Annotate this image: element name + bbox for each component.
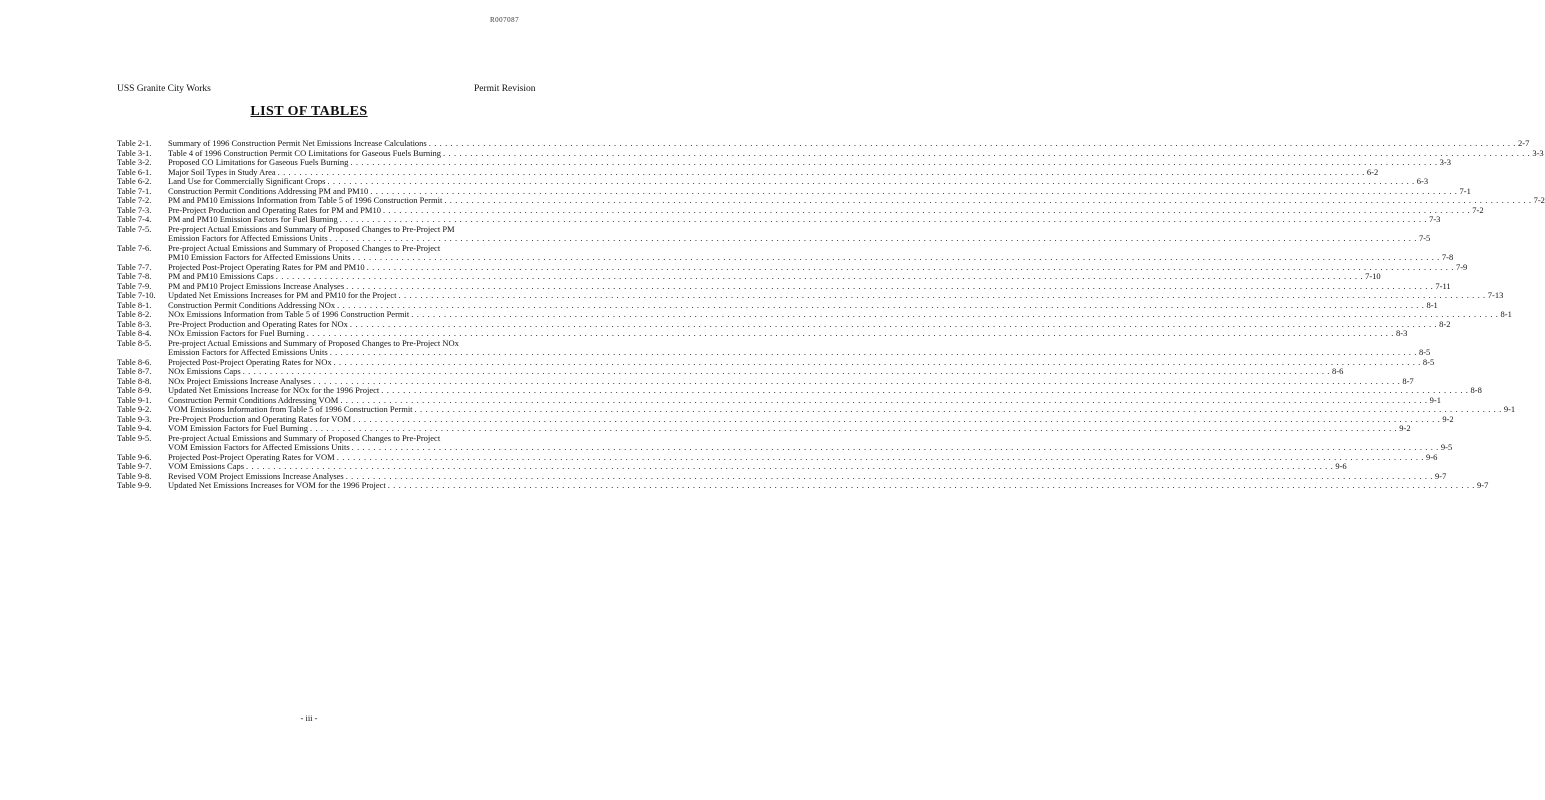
dot-leader: . . . . . . . . . . . . . . . . . . . . . . . . . . . . . . . . . . . . . . . . . . . . . . . . . . . . . . . . . . . . . . . . . . . . . . . . . . . . . . . . . . . . . . . . . . . . . . . . . . . . . . . . . . . . . . . . . . . . . . . . . . . . . . . . . . . . . . . . . . . . . . . . . . . . . . . . . . . . . . . . . . . . . . . . . . . . . . . . . . . . . . . . . . . . . . . . . . . . . . . .: [337, 299, 1425, 310]
page-ref: 8-2: [1439, 318, 1451, 329]
table-number: Table 9-2.: [117, 404, 152, 414]
table-number: Table 8-5.: [117, 337, 152, 348]
table-number: Table 9-9.: [117, 480, 152, 490]
table-title: PM10 Emission Factors for Affected Emissions Units: [168, 252, 351, 262]
dot-leader: . . . . . . . . . . . . . . . . . . . . . . . . . . . . . . . . . . . . . . . . . . . . . . . . . . . . . . . . . . . . . . . . . . . . . . . . . . . . . . . . . . . . . . . . . . . . . . . . . . . . . . . . . . . . . . . . . . . . . . . . . . . . . . . . . . . . . . . . . . . . . . . . . . . . . . . . . . . . . . . . . . . . . . . . . . . . . . . . . . . . . . . . . . . . . . . . . . . . . . . .: [333, 356, 1421, 367]
table-title: NOx Emissions Information from Table 5 of 1996 Construction Permit: [168, 309, 410, 319]
page-title: LIST OF TABLES: [250, 104, 368, 119]
table-title: Projected Post-Project Operating Rates for VOM: [168, 451, 335, 462]
toc-entry[interactable]: [117, 480, 1489, 491]
page-ref: 9-2: [1442, 413, 1454, 424]
dot-leader: . . . . . . . . . . . . . . . . . . . . . . . . . . . . . . . . . . . . . . . . . . . . . . . . . . . . . . . . . . . . . . . . . . . . . . . . . . . . . . . . . . . . . . . . . . . . . . . . . . . . . . . . . . . . . . . . . . . . . . . . . . . . . . . . . . . . . . . . . . . . . . . . . . . . . . . . . . . . . . . . . . . . . . . . . . . . . . . . . . . . . . . . . . . . . . . . . . . . . . . .: [275, 271, 1364, 281]
table-number: Table 9-3.: [117, 413, 152, 424]
table-number: Table 8-2.: [117, 309, 152, 319]
table-title: Updated Net Emissions Increase for NOx for the 1996 Project: [168, 385, 380, 395]
table-number: Table 9-8.: [117, 470, 152, 481]
page-ref: 2-7: [1518, 138, 1530, 148]
dot-leader: . . . . . . . . . . . . . . . . . . . . . . . . . . . . . . . . . . . . . . . . . . . . . . . . . . . . . . . . . . . . . . . . . . . . . . . . . . . . . . . . . . . . . . . . . . . . . . . . . . . . . . . . . . . . . . . . . . . . . . . . . . . . . . . . . . . . . . . . . . . . . . . . . . . . . . . . . . . . . . . . . . . . . . . . . . . . . . . . . . . . . . . . . . . . . . . . . . . . . . . .: [346, 280, 1434, 291]
document-id: R007087: [490, 16, 520, 24]
page-ref: 7-3: [1429, 214, 1441, 224]
table-title: Pre-project Actual Emissions and Summary of Proposed Changes to Pre-Project PM: [168, 223, 455, 234]
page-ref: 8-5: [1418, 347, 1431, 357]
table-number: Table 7-5.: [117, 223, 152, 234]
dot-leader: . . . . . . . . . . . . . . . . . . . . . . . . . . . . . . . . . . . . . . . . . . . . . . . . . . . . . . . . . . . . . . . . . . . . . . . . . . . . . . . . . . . . . . . . . . . . . . . . . . . . . . . . . . . . . . . . . . . . . . . . . . . . . . . . . . . . . . . . . . . . . . . . . . . . . . . . . . . . . . . . . . . . . . . . . . . . . . . . . . . . . . . . . . . . . . . . . . . . . . . .: [444, 195, 1532, 205]
dot-leader: . . . . . . . . . . . . . . . . . . . . . . . . . . . . . . . . . . . . . . . . . . . . . . . . . . . . . . . . . . . . . . . . . . . . . . . . . . . . . . . . . . . . . . . . . . . . . . . . . . . . . . . . . . . . . . . . . . . . . . . . . . . . . . . . . . . . . . . . . . . . . . . . . . . . . . . . . . . . . . . . . . . . . . . . . . . . . . . . . . . . . . . . . . . . . . . . . . . . . . . .: [336, 451, 1425, 462]
page-ref: 3-3: [1532, 147, 1544, 158]
toc-entry[interactable]: [117, 337, 1431, 358]
page-ref: 7-10: [1365, 271, 1381, 281]
table-title: Construction Permit Conditions Addressing VOM: [168, 394, 339, 405]
page-ref: 8-7: [1402, 375, 1414, 386]
header-facility: USS Granite City Works: [117, 84, 211, 94]
dot-leader: . . . . . . . . . . . . . . . . . . . . . . . . . . . . . . . . . . . . . . . . . . . . . . . . . . . . . . . . . . . . . . . . . . . . . . . . . . . . . . . . . . . . . . . . . . . . . . . . . . . . . . . . . . . . . . . . . . . . . . . . . . . . . . . . . . . . . . . . . . . . . . . . . . . . . . . . . . . . . . . . . . . . . . . . . . . . . . . . . . . . . . . . . . . . . . . . . . . . . . . .: [340, 394, 1428, 405]
dot-leader: . . . . . . . . . . . . . . . . . . . . . . . . . . . . . . . . . . . . . . . . . . . . . . . . . . . . . . . . . . . . . . . . . . . . . . . . . . . . . . . . . . . . . . . . . . . . . . . . . . . . . . . . . . . . . . . . . . . . . . . . . . . . . . . . . . . . . . . . . . . . . . . . . . . . . . . . . . . . . . . . . . . . . . . . . . . . . . . . . . . . . . . . . . . . . . . . . . . . . . . .: [310, 423, 1398, 433]
page-ref: 8-8: [1470, 385, 1482, 395]
table-number: Table 7-8.: [117, 271, 152, 281]
table-title: Construction Permit Conditions Addressing NOx: [168, 299, 336, 310]
page-ref: 8-3: [1395, 328, 1408, 338]
dot-leader: . . . . . . . . . . . . . . . . . . . . . . . . . . . . . . . . . . . . . . . . . . . . . . . . . . . . . . . . . . . . . . . . . . . . . . . . . . . . . . . . . . . . . . . . . . . . . . . . . . . . . . . . . . . . . . . . . . . . . . . . . . . . . . . . . . . . . . . . . . . . . . . . . . . . . . . . . . . . . . . . . . . . . . . . . . . . . . . . . . . . . . . . . . . . . . . . . . . . . . . .: [382, 204, 1471, 215]
dot-leader: . . . . . . . . . . . . . . . . . . . . . . . . . . . . . . . . . . . . . . . . . . . . . . . . . . . . . . . . . . . . . . . . . . . . . . . . . . . . . . . . . . . . . . . . . . . . . . . . . . . . . . . . . . . . . . . . . . . . . . . . . . . . . . . . . . . . . . . . . . . . . . . . . . . . . . . . . . . . . . . . . . . . . . . . . . . . . . . . . . . . . . . . . . . . . . . . . . . . . . . .: [428, 138, 1517, 148]
table-number: Table 3-2.: [117, 157, 152, 167]
page-ref: 7-2: [1472, 204, 1484, 215]
table-number: Table 7-7.: [117, 261, 152, 272]
table-number: Table 7-9.: [117, 280, 152, 291]
table-number: Table 8-4.: [117, 328, 152, 338]
page-ref: 7-5: [1418, 233, 1431, 243]
table-number: Table 8-9.: [117, 385, 152, 395]
dot-leader: . . . . . . . . . . . . . . . . . . . . . . . . . . . . . . . . . . . . . . . . . . . . . . . . . . . . . . . . . . . . . . . . . . . . . . . . . . . . . . . . . . . . . . . . . . . . . . . . . . . . . . . . . . . . . . . . . . . . . . . . . . . . . . . . . . . . . . . . . . . . . . . . . . . . . . . . . . . . . . . . . . . . . . . . . . . . . . . . . . . . . . . . . . . . . . . . . . . . . . . .: [352, 252, 1440, 262]
table-title: Pre-project Actual Emissions and Summary of Proposed Changes to Pre-Project: [168, 432, 441, 443]
table-title: NOx Project Emissions Increase Analyses: [168, 375, 312, 386]
page-ref: 7-9: [1455, 261, 1468, 272]
table-number: Table 8-3.: [117, 318, 152, 329]
page-ref: 8-1: [1426, 299, 1438, 310]
page-ref: 7-13: [1487, 290, 1504, 300]
table-title: PM and PM10 Emissions Caps: [168, 271, 274, 281]
dot-leader: . . . . . . . . . . . . . . . . . . . . . . . . . . . . . . . . . . . . . . . . . . . . . . . . . . . . . . . . . . . . . . . . . . . . . . . . . . . . . . . . . . . . . . . . . . . . . . . . . . . . . . . . . . . . . . . . . . . . . . . . . . . . . . . . . . . . . . . . . . . . . . . . . . . . . . . . . . . . . . . . . . . . . . . . . . . . . . . . . . . . . . . . . . . . . . . . . . . . . . . .: [329, 233, 1417, 243]
table-number: Table 7-1.: [117, 185, 152, 196]
table-title: Emission Factors for Affected Emissions Units: [168, 233, 328, 243]
table-title: Pre-Project Production and Operating Rates for NOx: [168, 318, 348, 329]
dot-leader: . . . . . . . . . . . . . . . . . . . . . . . . . . . . . . . . . . . . . . . . . . . . . . . . . . . . . . . . . . . . . . . . . . . . . . . . . . . . . . . . . . . . . . . . . . . . . . . . . . . . . . . . . . . . . . . . . . . . . . . . . . . . . . . . . . . . . . . . . . . . . . . . . . . . . . . . . . . . . . . . . . . . . . . . . . . . . . . . . . . . . . . . . . . . . . . . . . . . . . . .: [351, 442, 1439, 452]
table-title: VOM Emission Factors for Fuel Burning: [168, 423, 309, 433]
dot-leader: . . . . . . . . . . . . . . . . . . . . . . . . . . . . . . . . . . . . . . . . . . . . . . . . . . . . . . . . . . . . . . . . . . . . . . . . . . . . . . . . . . . . . . . . . . . . . . . . . . . . . . . . . . . . . . . . . . . . . . . . . . . . . . . . . . . . . . . . . . . . . . . . . . . . . . . . . . . . . . . . . . . . . . . . . . . . . . . . . . . . . . . . . . . . . . . . . . . . . . . .: [370, 185, 1458, 196]
table-title: Pre-project Actual Emissions and Summary of Proposed Changes to Pre-Project NOx: [168, 337, 459, 348]
page-ref: 9-6: [1335, 461, 1347, 471]
table-number: Table 7-6.: [117, 242, 152, 253]
table-title: Revised VOM Project Emissions Increase Analyses: [168, 470, 344, 481]
toc-entry[interactable]: [117, 223, 1431, 244]
dot-leader: . . . . . . . . . . . . . . . . . . . . . . . . . . . . . . . . . . . . . . . . . . . . . . . . . . . . . . . . . . . . . . . . . . . . . . . . . . . . . . . . . . . . . . . . . . . . . . . . . . . . . . . . . . . . . . . . . . . . . . . . . . . . . . . . . . . . . . . . . . . . . . . . . . . . . . . . . . . . . . . . . . . . . . . . . . . . . . . . . . . . . . . . . . . . . . . . . . . . . . . .: [387, 480, 1476, 490]
dot-leader: . . . . . . . . . . . . . . . . . . . . . . . . . . . . . . . . . . . . . . . . . . . . . . . . . . . . . . . . . . . . . . . . . . . . . . . . . . . . . . . . . . . . . . . . . . . . . . . . . . . . . . . . . . . . . . . . . . . . . . . . . . . . . . . . . . . . . . . . . . . . . . . . . . . . . . . . . . . . . . . . . . . . . . . . . . . . . . . . . . . . . . . . . . . . . . . . . . . . . . . .: [398, 290, 1486, 300]
page-ref: 7-2: [1533, 195, 1545, 205]
page-ref: 7-11: [1435, 280, 1451, 291]
dot-leader: . . . . . . . . . . . . . . . . . . . . . . . . . . . . . . . . . . . . . . . . . . . . . . . . . . . . . . . . . . . . . . . . . . . . . . . . . . . . . . . . . . . . . . . . . . . . . . . . . . . . . . . . . . . . . . . . . . . . . . . . . . . . . . . . . . . . . . . . . . . . . . . . . . . . . . . . . . . . . . . . . . . . . . . . . . . . . . . . . . . . . . . . . . . . . . . . . . . . . . . .: [350, 157, 1438, 167]
dot-leader: . . . . . . . . . . . . . . . . . . . . . . . . . . . . . . . . . . . . . . . . . . . . . . . . . . . . . . . . . . . . . . . . . . . . . . . . . . . . . . . . . . . . . . . . . . . . . . . . . . . . . . . . . . . . . . . . . . . . . . . . . . . . . . . . . . . . . . . . . . . . . . . . . . . . . . . . . . . . . . . . . . . . . . . . . . . . . . . . . . . . . . . . . . . . . . . . . . . . . . . .: [246, 461, 1334, 471]
dot-leader: . . . . . . . . . . . . . . . . . . . . . . . . . . . . . . . . . . . . . . . . . . . . . . . . . . . . . . . . . . . . . . . . . . . . . . . . . . . . . . . . . . . . . . . . . . . . . . . . . . . . . . . . . . . . . . . . . . . . . . . . . . . . . . . . . . . . . . . . . . . . . . . . . . . . . . . . . . . . . . . . . . . . . . . . . . . . . . . . . . . . . . . . . . . . . . . . . . . . . . . .: [306, 328, 1394, 338]
page-ref: 9-7: [1477, 480, 1489, 490]
table-title: Pre-Project Production and Operating Rates for VOM: [168, 413, 352, 424]
table-title: Major Soil Types in Study Area: [168, 166, 276, 177]
table-number: Table 7-10.: [117, 290, 156, 300]
table-number: Table 8-7.: [117, 366, 152, 376]
table-title: Projected Post-Project Operating Rates for NOx: [168, 356, 332, 367]
table-number: Table 8-6.: [117, 356, 152, 367]
table-title: Projected Post-Project Operating Rates for PM and PM10: [168, 261, 365, 272]
page-ref: 3-3: [1439, 157, 1452, 167]
table-title: Updated Net Emissions Increases for VOM for the 1996 Project: [168, 480, 386, 490]
table-title: Pre-Project Production and Operating Rates for PM and PM10: [168, 204, 381, 215]
toc-entry[interactable]: [117, 242, 1454, 263]
header-doc-type: Permit Revision: [474, 84, 536, 94]
table-title: PM and PM10 Emission Factors for Fuel Burning: [168, 214, 338, 224]
page-ref: 9-5: [1440, 442, 1453, 452]
page-ref: 9-2: [1399, 423, 1411, 433]
table-number: Table 9-1.: [117, 394, 152, 405]
table-title: PM and PM10 Emissions Information from Table 5 of 1996 Construction Permit: [168, 195, 443, 205]
table-number: Table 6-1.: [117, 166, 152, 177]
table-title: Proposed CO Limitations for Gaseous Fuels Burning: [168, 157, 349, 167]
table-title: NOx Emissions Caps: [168, 366, 241, 376]
table-title: VOM Emissions Information from Table 5 of 1996 Construction Permit: [168, 404, 413, 414]
dot-leader: . . . . . . . . . . . . . . . . . . . . . . . . . . . . . . . . . . . . . . . . . . . . . . . . . . . . . . . . . . . . . . . . . . . . . . . . . . . . . . . . . . . . . . . . . . . . . . . . . . . . . . . . . . . . . . . . . . . . . . . . . . . . . . . . . . . . . . . . . . . . . . . . . . . . . . . . . . . . . . . . . . . . . . . . . . . . . . . . . . . . . . . . . . . . . . . . . . . . . . . .: [414, 404, 1502, 414]
dot-leader: . . . . . . . . . . . . . . . . . . . . . . . . . . . . . . . . . . . . . . . . . . . . . . . . . . . . . . . . . . . . . . . . . . . . . . . . . . . . . . . . . . . . . . . . . . . . . . . . . . . . . . . . . . . . . . . . . . . . . . . . . . . . . . . . . . . . . . . . . . . . . . . . . . . . . . . . . . . . . . . . . . . . . . . . . . . . . . . . . . . . . . . . . . . . . . . . . . . . . . . .: [339, 214, 1428, 224]
table-number: Table 7-4.: [117, 214, 152, 224]
table-number: Table 9-4.: [117, 423, 152, 433]
dot-leader: . . . . . . . . . . . . . . . . . . . . . . . . . . . . . . . . . . . . . . . . . . . . . . . . . . . . . . . . . . . . . . . . . . . . . . . . . . . . . . . . . . . . . . . . . . . . . . . . . . . . . . . . . . . . . . . . . . . . . . . . . . . . . . . . . . . . . . . . . . . . . . . . . . . . . . . . . . . . . . . . . . . . . . . . . . . . . . . . . . . . . . . . . . . . . . . . . . . . . . . .: [443, 147, 1531, 158]
dot-leader: . . . . . . . . . . . . . . . . . . . . . . . . . . . . . . . . . . . . . . . . . . . . . . . . . . . . . . . . . . . . . . . . . . . . . . . . . . . . . . . . . . . . . . . . . . . . . . . . . . . . . . . . . . . . . . . . . . . . . . . . . . . . . . . . . . . . . . . . . . . . . . . . . . . . . . . . . . . . . . . . . . . . . . . . . . . . . . . . . . . . . . . . . . . . . . . . . . . . . . . .: [327, 176, 1415, 186]
dot-leader: . . . . . . . . . . . . . . . . . . . . . . . . . . . . . . . . . . . . . . . . . . . . . . . . . . . . . . . . . . . . . . . . . . . . . . . . . . . . . . . . . . . . . . . . . . . . . . . . . . . . . . . . . . . . . . . . . . . . . . . . . . . . . . . . . . . . . . . . . . . . . . . . . . . . . . . . . . . . . . . . . . . . . . . . . . . . . . . . . . . . . . . . . . . . . . . . . . . . . . . .: [345, 470, 1434, 481]
table-title: Summary of 1996 Construction Permit Net Emissions Increase Calculations: [168, 138, 427, 148]
table-title: Construction Permit Conditions Addressing PM and PM10: [168, 185, 369, 196]
page-ref: 9-1: [1429, 394, 1441, 405]
dot-leader: . . . . . . . . . . . . . . . . . . . . . . . . . . . . . . . . . . . . . . . . . . . . . . . . . . . . . . . . . . . . . . . . . . . . . . . . . . . . . . . . . . . . . . . . . . . . . . . . . . . . . . . . . . . . . . . . . . . . . . . . . . . . . . . . . . . . . . . . . . . . . . . . . . . . . . . . . . . . . . . . . . . . . . . . . . . . . . . . . . . . . . . . . . . . . . . . . . . . . . . .: [411, 309, 1499, 319]
table-number: Table 7-2.: [117, 195, 152, 205]
page-ref: 6-3: [1416, 176, 1429, 186]
list-of-tables: [117, 138, 1545, 491]
dot-leader: . . . . . . . . . . . . . . . . . . . . . . . . . . . . . . . . . . . . . . . . . . . . . . . . . . . . . . . . . . . . . . . . . . . . . . . . . . . . . . . . . . . . . . . . . . . . . . . . . . . . . . . . . . . . . . . . . . . . . . . . . . . . . . . . . . . . . . . . . . . . . . . . . . . . . . . . . . . . . . . . . . . . . . . . . . . . . . . . . . . . . . . . . . . . . . . . . . . . . . . .: [349, 318, 1438, 329]
table-title: VOM Emissions Caps: [168, 461, 245, 471]
dot-leader: . . . . . . . . . . . . . . . . . . . . . . . . . . . . . . . . . . . . . . . . . . . . . . . . . . . . . . . . . . . . . . . . . . . . . . . . . . . . . . . . . . . . . . . . . . . . . . . . . . . . . . . . . . . . . . . . . . . . . . . . . . . . . . . . . . . . . . . . . . . . . . . . . . . . . . . . . . . . . . . . . . . . . . . . . . . . . . . . . . . . . . . . . . . . . . . . . . . . . . . .: [381, 385, 1469, 395]
table-title: NOx Emission Factors for Fuel Burning: [168, 328, 305, 338]
table-title: PM and PM10 Project Emissions Increase Analyses: [168, 280, 345, 291]
page-ref: 6-2: [1366, 166, 1379, 177]
table-number: Table 8-8.: [117, 375, 152, 386]
table-title: Updated Net Emissions Increases for PM and PM10 for the Project: [168, 290, 397, 300]
table-number: Table 9-7.: [117, 461, 152, 471]
table-title: Land Use for Commercially Significant Crops: [168, 176, 326, 186]
table-number: Table 7-3.: [117, 204, 152, 215]
table-number: Table 9-6.: [117, 451, 152, 462]
table-title: VOM Emission Factors for Affected Emissions Units: [168, 442, 350, 452]
page-ref: 8-5: [1422, 356, 1435, 367]
table-title: Pre-project Actual Emissions and Summary of Proposed Changes to Pre-Project: [168, 242, 441, 253]
table-number: Table 9-5.: [117, 432, 152, 443]
table-number: Table 2-1.: [117, 138, 152, 148]
dot-leader: . . . . . . . . . . . . . . . . . . . . . . . . . . . . . . . . . . . . . . . . . . . . . . . . . . . . . . . . . . . . . . . . . . . . . . . . . . . . . . . . . . . . . . . . . . . . . . . . . . . . . . . . . . . . . . . . . . . . . . . . . . . . . . . . . . . . . . . . . . . . . . . . . . . . . . . . . . . . . . . . . . . . . . . . . . . . . . . . . . . . . . . . . . . . . . . . . . . . . . . .: [277, 166, 1365, 177]
table-number: Table 3-1.: [117, 147, 152, 158]
toc-entry[interactable]: [117, 432, 1453, 453]
page-ref: 7-8: [1441, 252, 1454, 262]
dot-leader: . . . . . . . . . . . . . . . . . . . . . . . . . . . . . . . . . . . . . . . . . . . . . . . . . . . . . . . . . . . . . . . . . . . . . . . . . . . . . . . . . . . . . . . . . . . . . . . . . . . . . . . . . . . . . . . . . . . . . . . . . . . . . . . . . . . . . . . . . . . . . . . . . . . . . . . . . . . . . . . . . . . . . . . . . . . . . . . . . . . . . . . . . . . . . . . . . . . . . . . .: [366, 261, 1454, 272]
dot-leader: . . . . . . . . . . . . . . . . . . . . . . . . . . . . . . . . . . . . . . . . . . . . . . . . . . . . . . . . . . . . . . . . . . . . . . . . . . . . . . . . . . . . . . . . . . . . . . . . . . . . . . . . . . . . . . . . . . . . . . . . . . . . . . . . . . . . . . . . . . . . . . . . . . . . . . . . . . . . . . . . . . . . . . . . . . . . . . . . . . . . . . . . . . . . . . . . . . . . . . . .: [242, 366, 1331, 376]
page-ref: 8-1: [1500, 309, 1512, 319]
page-ref: 9-6: [1426, 451, 1438, 462]
page-ref: 7-1: [1459, 185, 1471, 196]
page-ref: 9-1: [1503, 404, 1516, 414]
table-title: Emission Factors for Affected Emissions Units: [168, 347, 328, 357]
table-number: Table 8-1.: [117, 299, 152, 310]
page-number: - iii -: [300, 713, 318, 723]
dot-leader: . . . . . . . . . . . . . . . . . . . . . . . . . . . . . . . . . . . . . . . . . . . . . . . . . . . . . . . . . . . . . . . . . . . . . . . . . . . . . . . . . . . . . . . . . . . . . . . . . . . . . . . . . . . . . . . . . . . . . . . . . . . . . . . . . . . . . . . . . . . . . . . . . . . . . . . . . . . . . . . . . . . . . . . . . . . . . . . . . . . . . . . . . . . . . . . . . . . . . . . .: [353, 413, 1441, 424]
table-title: Table 4 of 1996 Construction Permit CO Limitations for Gaseous Fuels Burning: [168, 147, 442, 158]
dot-leader: . . . . . . . . . . . . . . . . . . . . . . . . . . . . . . . . . . . . . . . . . . . . . . . . . . . . . . . . . . . . . . . . . . . . . . . . . . . . . . . . . . . . . . . . . . . . . . . . . . . . . . . . . . . . . . . . . . . . . . . . . . . . . . . . . . . . . . . . . . . . . . . . . . . . . . . . . . . . . . . . . . . . . . . . . . . . . . . . . . . . . . . . . . . . . . . . . . . . . . . .: [313, 375, 1401, 386]
dot-leader: . . . . . . . . . . . . . . . . . . . . . . . . . . . . . . . . . . . . . . . . . . . . . . . . . . . . . . . . . . . . . . . . . . . . . . . . . . . . . . . . . . . . . . . . . . . . . . . . . . . . . . . . . . . . . . . . . . . . . . . . . . . . . . . . . . . . . . . . . . . . . . . . . . . . . . . . . . . . . . . . . . . . . . . . . . . . . . . . . . . . . . . . . . . . . . . . . . . . . . . .: [329, 347, 1417, 357]
page-ref: 8-6: [1332, 366, 1344, 376]
page-ref: 9-7: [1435, 470, 1447, 481]
table-number: Table 6-2.: [117, 176, 152, 186]
